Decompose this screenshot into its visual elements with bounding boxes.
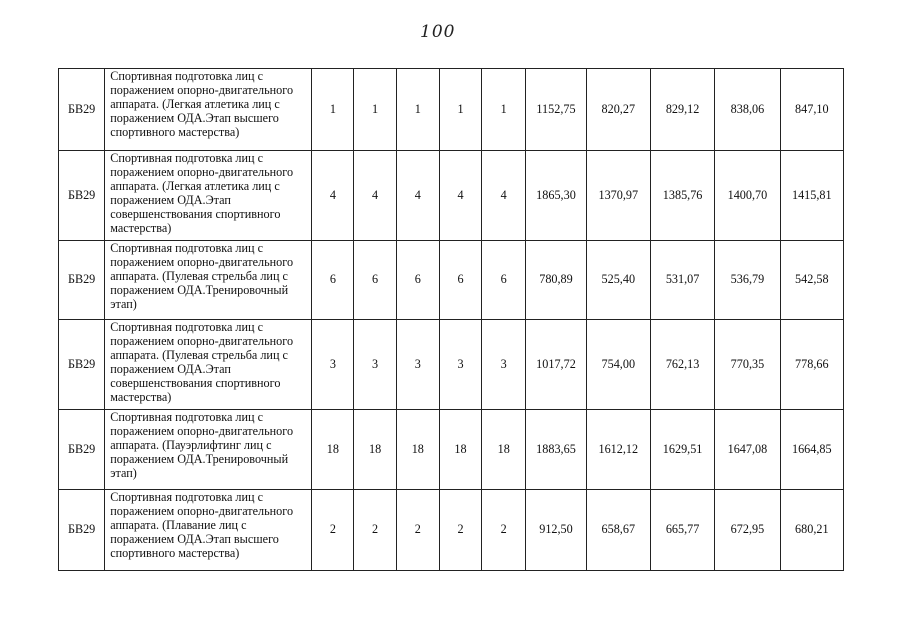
description-line: спортивного мастерства)	[110, 124, 240, 139]
count-cell: 6	[396, 241, 439, 320]
value-cell: 1629,51	[650, 410, 714, 490]
value-cell: 542,58	[780, 241, 843, 320]
value-cell: 1647,08	[715, 410, 780, 490]
description-line: аппарата. (Пулевая стрельба лиц с	[110, 268, 288, 283]
description-line: поражением опорно-двигательного	[110, 333, 294, 348]
count-cell: 18	[439, 410, 481, 490]
count-cell: 1	[396, 69, 439, 151]
description-line: Спортивная подготовка лиц с	[110, 490, 263, 504]
value-cell: 912,50	[526, 490, 586, 571]
value-cell: 658,67	[586, 490, 650, 571]
count-cell: 4	[482, 151, 526, 241]
row-description	[105, 69, 312, 151]
description-line: этап)	[110, 296, 137, 311]
description-line: Спортивная подготовка лиц с	[110, 69, 263, 83]
description-line: поражением опорно-двигательного	[110, 503, 294, 518]
description-line: мастерства)	[110, 220, 172, 235]
value-cell: 536,79	[715, 241, 780, 320]
value-cell: 525,40	[586, 241, 650, 320]
value-cell: 1385,76	[650, 151, 714, 241]
value-cell: 778,66	[780, 320, 843, 410]
row-code: БВ29	[59, 69, 105, 151]
count-cell: 18	[354, 410, 396, 490]
value-cell: 531,07	[650, 241, 714, 320]
count-cell: 18	[482, 410, 526, 490]
table-row	[59, 490, 844, 571]
description-line: поражением ОДА.Этап	[110, 192, 231, 207]
value-cell: 1415,81	[780, 151, 843, 241]
count-cell: 2	[312, 490, 354, 571]
count-cell: 6	[482, 241, 526, 320]
description-line: совершенствования спортивного	[110, 206, 281, 221]
count-cell: 1	[354, 69, 396, 151]
description-line: Спортивная подготовка лиц с	[110, 410, 263, 424]
table-row	[59, 69, 844, 151]
count-cell: 2	[439, 490, 481, 571]
count-cell: 1	[482, 69, 526, 151]
description-line: поражением ОДА.Тренировочный	[110, 451, 289, 466]
value-cell: 838,06	[715, 69, 780, 151]
value-cell: 1865,30	[526, 151, 586, 241]
description-line: мастерства)	[110, 389, 172, 404]
value-cell: 1152,75	[526, 69, 586, 151]
count-cell: 3	[354, 320, 396, 410]
table-row	[59, 320, 844, 410]
value-cell: 829,12	[650, 69, 714, 151]
count-cell: 3	[439, 320, 481, 410]
row-description	[105, 490, 312, 571]
row-description	[105, 241, 312, 320]
description-line: поражением ОДА.Этап	[110, 361, 231, 376]
value-cell: 762,13	[650, 320, 714, 410]
description-line: аппарата. (Пауэрлифтинг лиц с	[110, 437, 272, 452]
description-line: Спортивная подготовка лиц с	[110, 151, 263, 165]
description-line: аппарата. (Легкая атлетика лиц с	[110, 96, 280, 111]
count-cell: 6	[312, 241, 354, 320]
value-cell: 1370,97	[586, 151, 650, 241]
count-cell: 3	[482, 320, 526, 410]
row-description	[105, 320, 312, 410]
value-cell: 754,00	[586, 320, 650, 410]
table-row	[59, 241, 844, 320]
count-cell: 1	[439, 69, 481, 151]
description-line: поражением опорно-двигательного	[110, 82, 294, 97]
description-line: этап)	[110, 465, 137, 480]
description-line: аппарата. (Пулевая стрельба лиц с	[110, 347, 288, 362]
page-number: 100	[420, 22, 456, 42]
count-cell: 6	[439, 241, 481, 320]
row-code: БВ29	[59, 410, 105, 490]
description-line: аппарата. (Плавание лиц с	[110, 517, 247, 532]
row-code: БВ29	[59, 151, 105, 241]
row-description	[105, 410, 312, 490]
value-cell: 1883,65	[526, 410, 586, 490]
description-line: аппарата. (Легкая атлетика лиц с	[110, 178, 280, 193]
row-code: БВ29	[59, 241, 105, 320]
description-line: спортивного мастерства)	[110, 545, 240, 560]
value-cell: 665,77	[650, 490, 714, 571]
count-cell: 6	[354, 241, 396, 320]
row-code: БВ29	[59, 320, 105, 410]
data-table	[58, 68, 844, 571]
value-cell: 680,21	[780, 490, 843, 571]
count-cell: 4	[439, 151, 481, 241]
description-line: Спортивная подготовка лиц с	[110, 320, 263, 334]
count-cell: 1	[312, 69, 354, 151]
table-row	[59, 151, 844, 241]
value-cell: 1612,12	[586, 410, 650, 490]
description-line: Спортивная подготовка лиц с	[110, 241, 263, 255]
count-cell: 4	[396, 151, 439, 241]
value-cell: 820,27	[586, 69, 650, 151]
row-code: БВ29	[59, 490, 105, 571]
table-row	[59, 410, 844, 490]
value-cell: 1664,85	[780, 410, 843, 490]
count-cell: 18	[396, 410, 439, 490]
count-cell: 3	[396, 320, 439, 410]
description-line: совершенствования спортивного	[110, 375, 281, 390]
row-description	[105, 151, 312, 241]
value-cell: 672,95	[715, 490, 780, 571]
value-cell: 770,35	[715, 320, 780, 410]
description-line: поражением опорно-двигательного	[110, 164, 294, 179]
description-line: поражением опорно-двигательного	[110, 254, 294, 269]
count-cell: 4	[354, 151, 396, 241]
value-cell: 1017,72	[526, 320, 586, 410]
value-cell: 1400,70	[715, 151, 780, 241]
count-cell: 2	[354, 490, 396, 571]
count-cell: 2	[482, 490, 526, 571]
description-line: поражением ОДА.Этап высшего	[110, 110, 279, 125]
count-cell: 4	[312, 151, 354, 241]
description-line: поражением ОДА.Этап высшего	[110, 531, 279, 546]
value-cell: 780,89	[526, 241, 586, 320]
description-line: поражением опорно-двигательного	[110, 423, 294, 438]
description-line: поражением ОДА.Тренировочный	[110, 282, 289, 297]
value-cell: 847,10	[780, 69, 843, 151]
count-cell: 3	[312, 320, 354, 410]
count-cell: 2	[396, 490, 439, 571]
count-cell: 18	[312, 410, 354, 490]
